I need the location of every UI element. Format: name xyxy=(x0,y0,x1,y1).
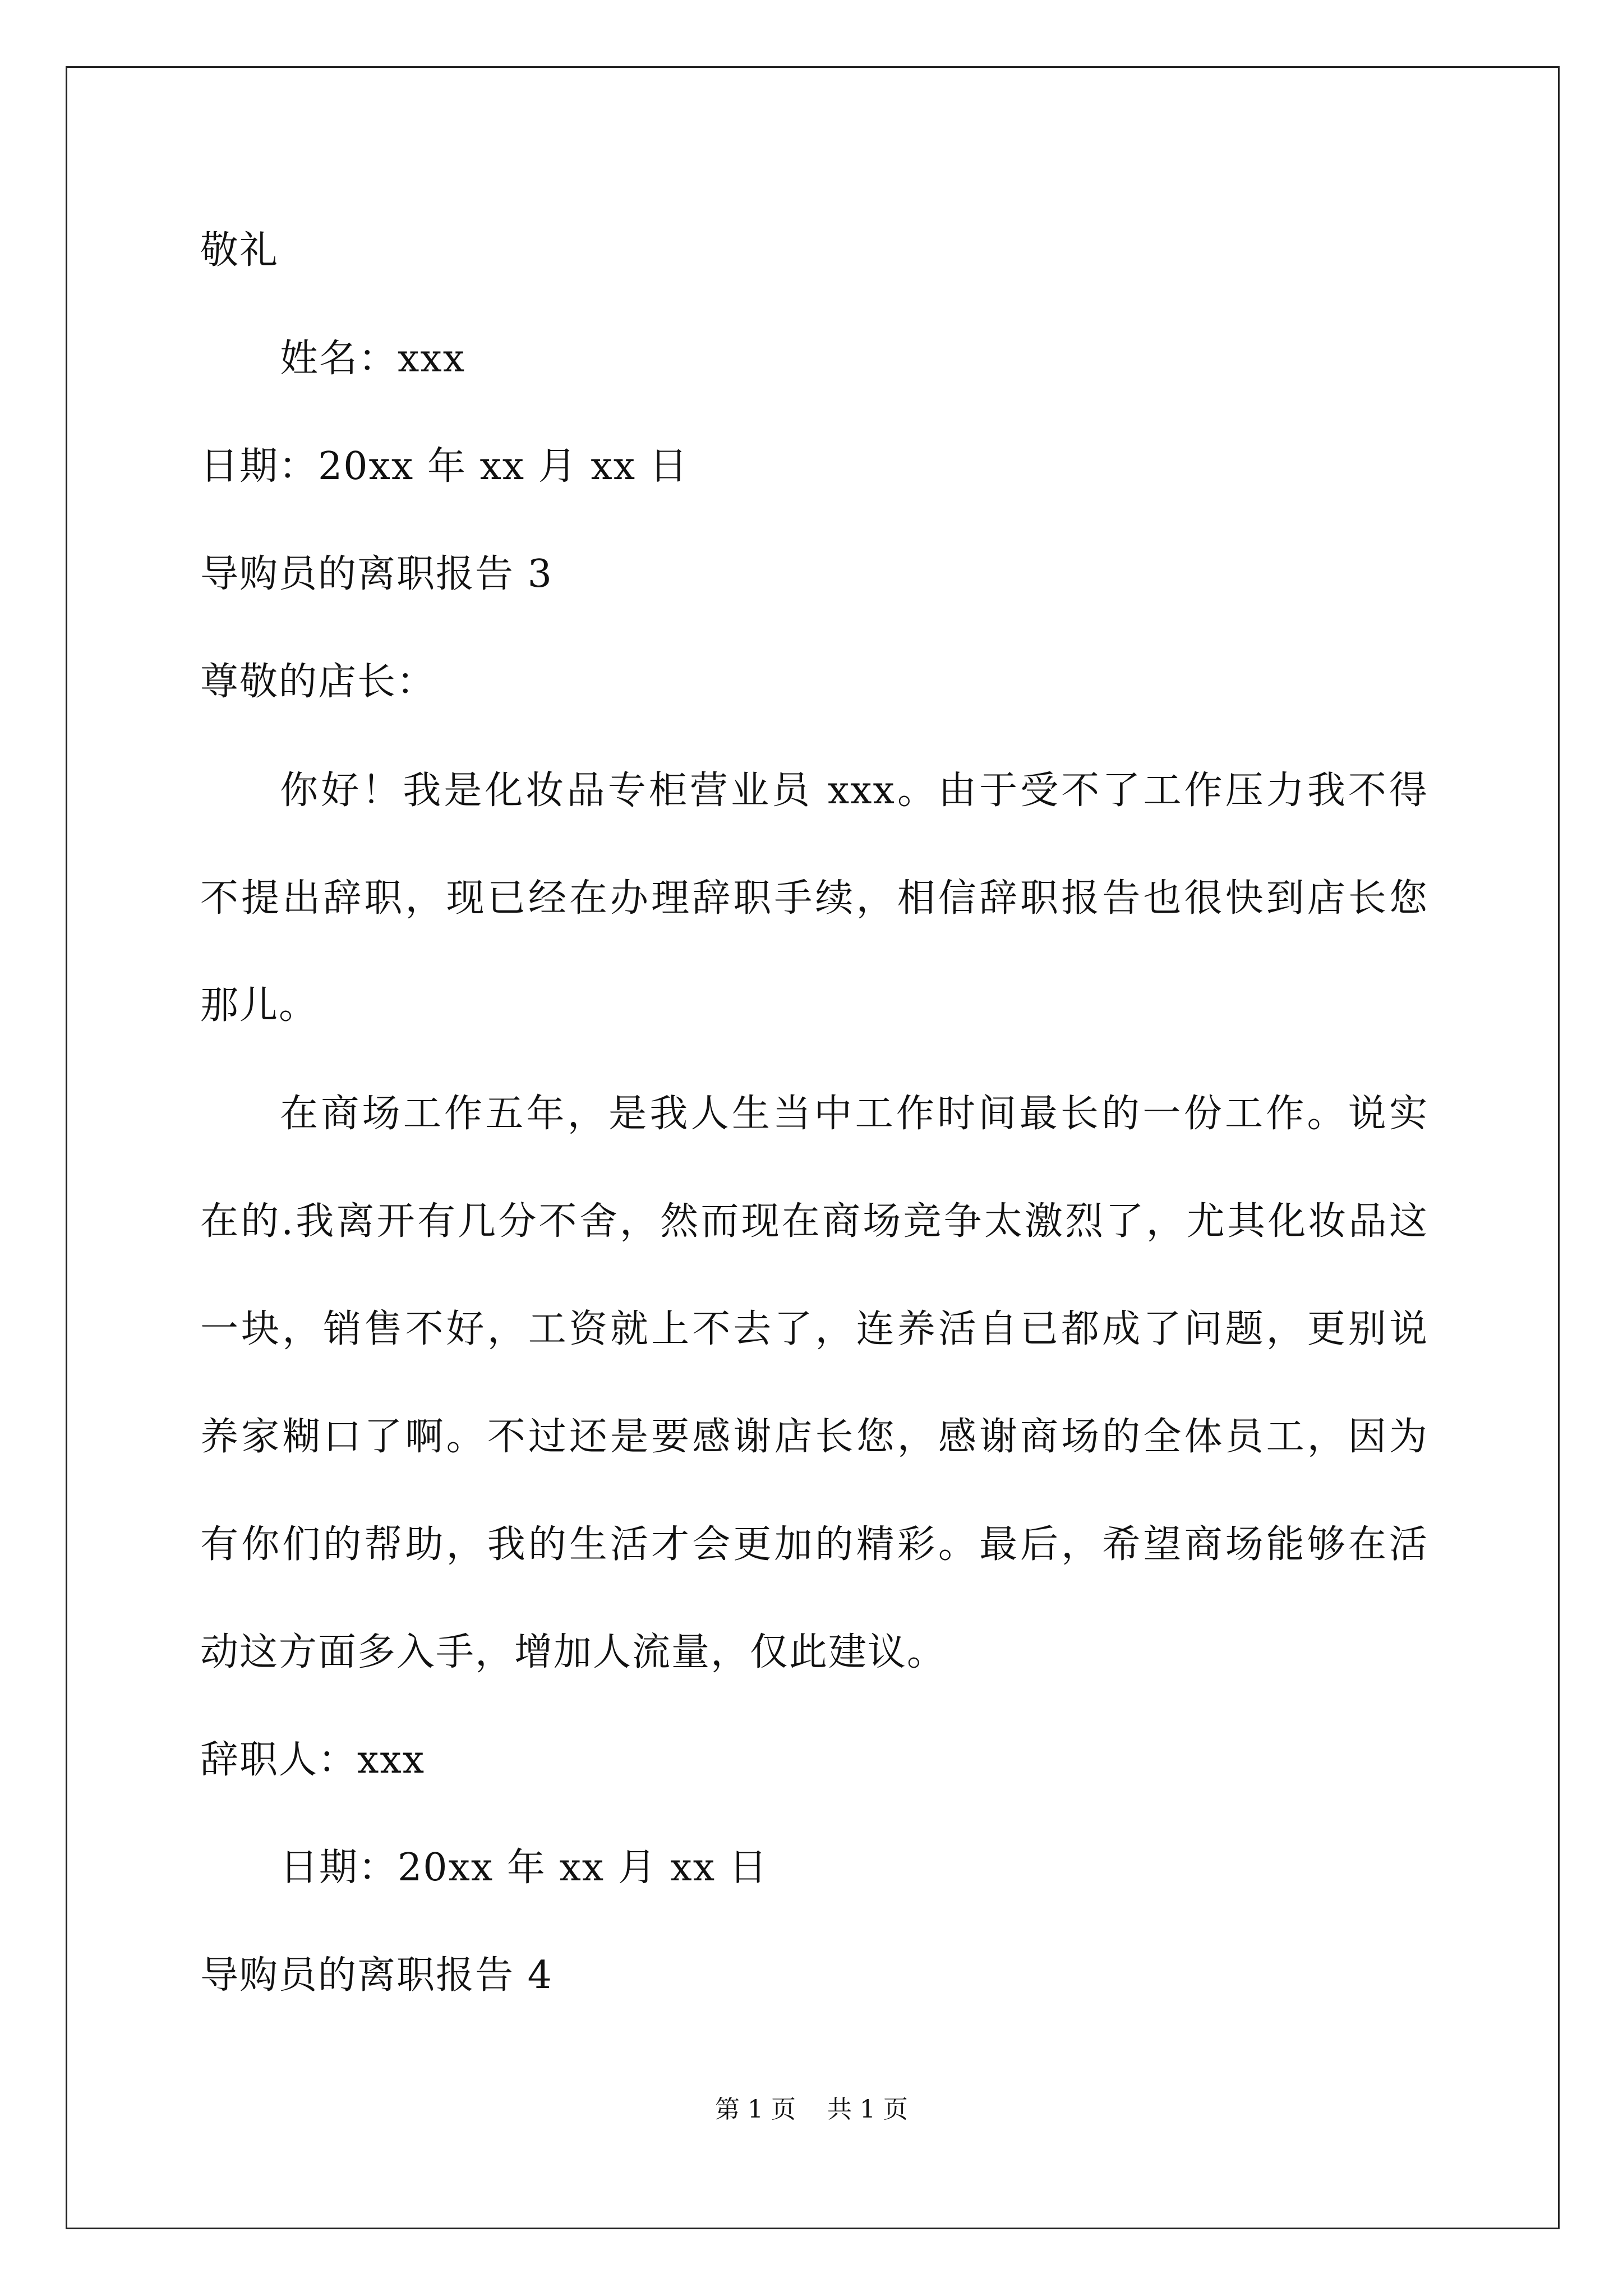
section-heading-4: 导购员的离职报告 4 xyxy=(200,1953,553,1998)
paragraph-1-line-3: 那儿。 xyxy=(200,983,319,1028)
section-heading-3: 导购员的离职报告 3 xyxy=(200,552,553,596)
paragraph-1-line-1: 你好！我是化妆品专柜营业员 xxx。由于受不了工作压力我不得 xyxy=(280,769,1428,813)
resignation-date: 日期：20xx 年 xx 月 xx 日 xyxy=(280,1846,768,1890)
signature-name: 姓名：xxx xyxy=(280,337,466,381)
signature-date: 日期：20xx 年 xx 月 xx 日 xyxy=(200,444,689,489)
greeting: 尊敬的店长： xyxy=(200,660,436,704)
paragraph-2-line-2: 在的.我离开有几分不舍，然而现在商场竞争太激烈了，尤其化妆品这 xyxy=(200,1199,1428,1244)
paragraph-2-line-5: 有你们的帮助，我的生活才会更加的精彩。最后，希望商场能够在活 xyxy=(200,1522,1428,1567)
resigner-name: 辞职人：xxx xyxy=(200,1738,426,1782)
paragraph-2-line-1: 在商场工作五年，是我人生当中工作时间最长的一份工作。说实 xyxy=(280,1092,1428,1136)
closing-salutation: 敬礼 xyxy=(200,228,279,273)
paragraph-2-line-3: 一块，销售不好，工资就上不去了，连养活自已都成了问题，更别说 xyxy=(200,1307,1428,1351)
paragraph-1-line-2: 不提出辞职，现已经在办理辞职手续，相信辞职报告也很快到店长您 xyxy=(200,876,1428,921)
paragraph-2-line-4: 养家糊口了啊。不过还是要感谢店长您，感谢商场的全体员工，因为 xyxy=(200,1415,1428,1459)
page-footer: 第 1 页 共 1 页 xyxy=(715,2095,908,2124)
paragraph-2-line-6: 动这方面多入手，增加人流量，仅此建议。 xyxy=(200,1630,947,1674)
page-border xyxy=(66,66,1560,2229)
